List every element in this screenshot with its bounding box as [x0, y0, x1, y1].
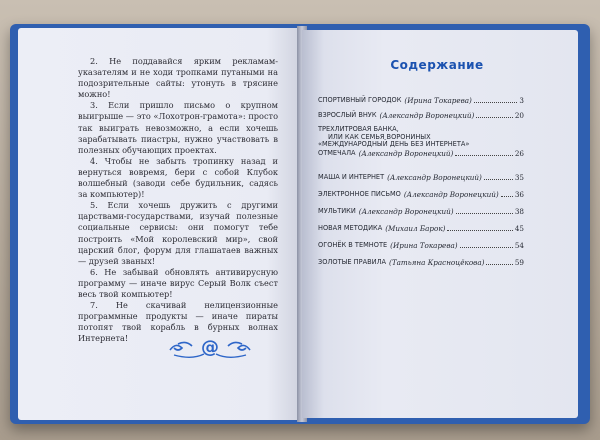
left-page-text: [78, 56, 278, 344]
toc-entry: ОГОНЁК В ТЕМНОТЕ (Ирина Токарева) 54: [318, 240, 524, 250]
toc-heading: Содержание: [390, 58, 484, 72]
table-of-contents: [318, 92, 524, 267]
at-sign-ornament-icon: [168, 336, 252, 358]
toc-entry: ТРЕХЛИТРОВАЯ БАНКА, ИЛИ КАК СЕМЬЯ ВОРОНИНЫХ «МЕЖДУНАРОДНЫЙ ДЕНЬ БЕЗ ИНТЕРНЕТА» ОТМЕЧАЛА (Александр Воронецкий) 26: [318, 125, 524, 158]
paragraph: 6. Не забывай обновлять антивирусную программу — иначе вирус Серый Волк съест весь твой компьютер!: [78, 266, 278, 299]
paragraph: 3. Если пришло письмо о крупном выигрыше — это «Лохотрон-грамота»: просто так выиграть невозможно, а если хочешь зарабатывать пиастры, нужно участвовать в полезных обучающих проектах.: [78, 100, 278, 155]
paragraph: 4. Чтобы не забыть тропинку назад и вернуться вовремя, бери с собой Клубок волшебный (заводи себе будильник, садясь за компьютер)!: [78, 155, 278, 200]
toc-entry: ВЗРОСЛЫЙ ВНУК (Александр Воронецкий) 20: [318, 111, 524, 120]
toc-entry: НОВАЯ МЕТОДИКА (Михаил Барок) 45: [318, 223, 524, 233]
toc-entry: МУЛЬТИКИ (Александр Воронецкий) 38: [318, 206, 524, 216]
paragraph: 2. Не поддавайся ярким рекламам-указателям и не ходи тропками путаными на подозрительные сайты: утонуть в трясине можно!: [78, 56, 278, 100]
left-page: [18, 28, 301, 420]
toc-entry: МАША И ИНТЕРНЕТ (Александр Воронецкий) 35: [318, 172, 524, 182]
toc-entry: СПОРТИВНЫЙ ГОРОДОК (Ирина Токарева) 3: [318, 96, 524, 105]
toc-entry: ЗОЛОТЫЕ ПРАВИЛА (Татьяна Красноцёкова) 59: [318, 257, 524, 267]
paragraph: 7. Не скачивай нелицензионные программные продукты — иначе пираты потопят твой корабль в бурных волнах Интернета!: [78, 300, 278, 344]
toc-entry: ЭЛЕКТРОННОЕ ПИСЬМО (Александр Воронецкий) 36: [318, 189, 524, 199]
logo-symbol: @: [201, 337, 219, 358]
paragraph: 5. Если хочешь дружить с другими царствами-государствами, изучай полезные социальные сервисы: они помогут тебе построить «Мой королевский мир», свой царский блог, форум для глашатаев важных — друзей званых!: [78, 200, 278, 266]
